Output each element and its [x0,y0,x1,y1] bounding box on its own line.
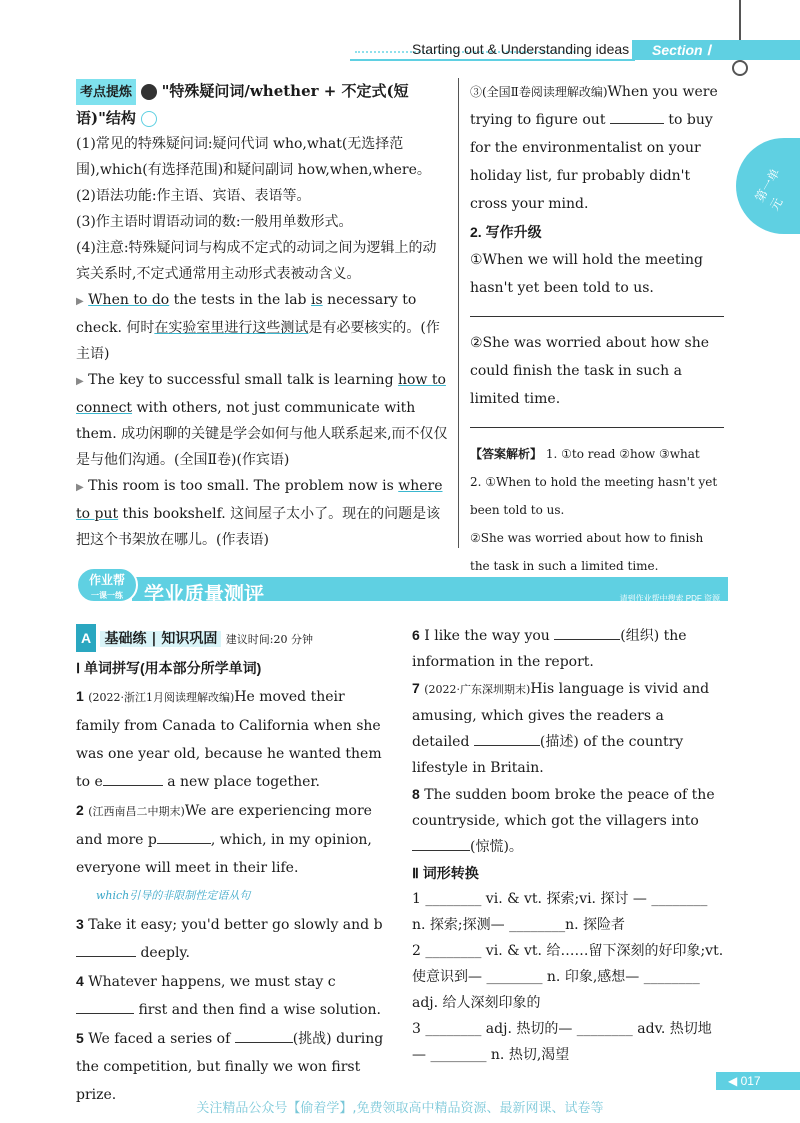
side-tab-label: 第一单元 [752,166,786,213]
writing-1: ①When we will hold the meeting hasn't yet been told to us. [470,252,703,296]
answer-2: 2. ①When to hold the meeting hasn't yet been told to us. [470,475,718,517]
hanger-ring [732,60,748,76]
writing-2: ②She was worried about how she could finish the task in such a limited time. [470,335,710,407]
kaodian-tag: 考点提炼 [76,79,136,105]
transform-1: 1 ________ vi. & vt. 探索;vi. 探讨 — ________ n. 探索;探测— ________n. 探险者 [412,891,708,933]
suggested-time: 建议时间:20 分钟 [225,633,313,646]
answer-3: ②She was worried about how to finish the task in such a limited time. [470,531,704,573]
section-banner [72,567,728,605]
point-3: (3)作主语时谓语动词的数:一般用单数形式。 [76,214,353,230]
exercise-6: 6 I like the way you (组织) the information in the report. [412,627,687,670]
basic-title: 基础练 | 知识巩固 [100,631,221,647]
banner-note: 请到作业帮中搜索 PDF 资源 [619,594,720,603]
section-label: Section Ⅰ [652,42,711,58]
gear-icon [141,84,157,100]
example-3: ▶ This room is too small. The problem now is where to put this bookshelf. 这间屋子太小了。现在的问题是该把这个书架放在哪儿。(作表语) [76,478,443,548]
section-a-badge: A [76,624,96,652]
exercise-right-column [412,622,724,1068]
left-column [76,78,448,553]
point-2: (2)语法功能:作主语、宾语、表语等。 [76,188,311,204]
unit-title: Starting out & Understanding ideas [412,41,630,57]
kaodian-heading: "特殊疑问词/whether + 不定式(短 [161,82,409,100]
exercise-3: 3 Take it easy; you'd better go slowly and b deeply. [76,916,383,961]
example-2: ▶ The key to successful small talk is learning how to connect with others, not just communicate with them. 成功闲聊的关键是学会如何与他人联系起来,而不仅仅是与他们沟通。(全国Ⅱ卷)(作宾语) [76,372,448,468]
exercise-1: 1 (2022·浙江1月阅读理解改编)He moved their family from Canada to California when she was one year old, because he wanted them to e a new place together. [76,688,382,790]
exercise-left-column [76,624,388,1109]
transform-2: 2 ________ vi. & vt. 给……留下深刻的好印象;vt. 使意识到— ________ n. 印象,感想— ________ adj. 给人深刻印象的 [412,943,724,1011]
kaodian-heading-2: 语)"结构 [76,109,136,127]
column-divider [458,78,459,548]
part-2-title: Ⅱ 词形转换 [412,865,479,881]
header-line [350,59,635,61]
writing-title: 2. 写作升级 [470,224,542,240]
transform-3: 3 ________ adj. 热切的— ________ adv. 热切地— ________ n. 热切,渴望 [412,1021,712,1063]
which-note: which引导的非限制性定语从句 [96,889,251,902]
right-column [470,78,724,580]
exercise-5: 5 We faced a series of (挑战) during the competition, but finally we won first prize. [76,1030,384,1103]
exercise-4: 4 Whatever happens, we must stay c first and then find a wise solution. [76,973,381,1018]
answer-1: 【答案解析】 1. ①to read ②how ③what [470,447,700,461]
point-1: (1)常见的特殊疑问词:疑问代词 who,what(无选择范围),which(有选择范围)和疑问副词 how,when,where。 [76,136,431,178]
banner-title: 学业质量测评 [144,582,264,606]
footer-note: 关注精品公众号【偷着学】,免费领取高中精品资源、最新网课、试卷等 [196,1101,604,1116]
point-4: (4)注意:特殊疑问词与构成不定式的动词之间为逻辑上的动宾关系时,不定式通常用主动形式表被动含义。 [76,240,437,282]
answer-line-1[interactable] [470,302,724,317]
page-number: ◀ 017 [716,1072,800,1090]
side-tab [736,138,800,234]
part-1-title: Ⅰ 单词拼写(用本部分所学单词) [76,660,262,676]
zuoyebang-logo: 作业帮 一课一练 [76,567,138,603]
exercise-8: 8 The sudden boom broke the peace of the countryside, which got the villagers into (惊慌)。 [412,786,715,855]
bulb-icon [141,111,157,127]
example-1: ▶ When to do the tests in the lab is necessary to check. 何时在实验室里进行这些测试是有必要核实的。(作主语) [76,292,440,362]
question-3: ③(全国Ⅱ卷阅读理解改编)When you were trying to figure out to buy for the environmentalist on your holiday list, fur probably didn't cross your mind. [470,84,718,212]
exercise-7: 7 (2022·广东深圳期末)His language is vivid and amusing, which gives the readers a detailed (描述) of the country lifestyle in Britain. [412,680,710,776]
section-band [632,40,800,60]
exercise-2: 2 (江西南昌二中期末)We are experiencing more and more p , which, in my opinion, everyone will meet in their life. [76,802,372,876]
answer-line-2[interactable] [470,413,724,428]
